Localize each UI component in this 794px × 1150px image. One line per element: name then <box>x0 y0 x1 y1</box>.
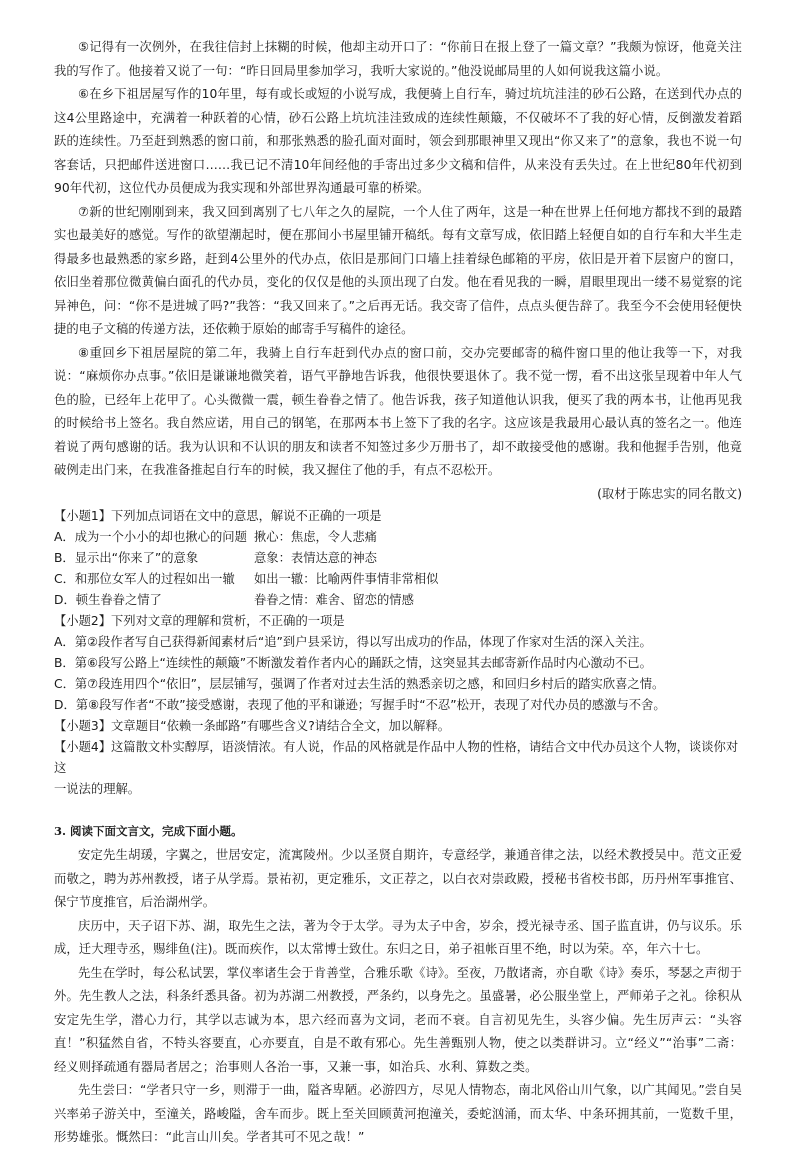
option-note: 眷眷之情：难舍、留恋的情感 <box>254 593 414 607</box>
question-2 <box>54 611 742 716</box>
document-page <box>54 36 742 1150</box>
option-phrase: C．和那位女军人的过程如出一辙 <box>54 572 235 586</box>
question-1-option-c <box>54 569 742 590</box>
question-2-option-a: A．第②段作者写自己获得新闻素材后“追”到户县采访，得以写出成功的作品，体现了作家对生活的深入关注。 <box>54 635 652 649</box>
option-phrase: A．成为一个小小的却也揪心的问题 <box>54 530 247 544</box>
classical-paragraph-1: 安定先生胡瑗，字翼之，世居安定，流寓陵州。少以圣贤自期许，专意经学，兼通音律之法，以经术教授吴中。范文正爱而敬之，聘为苏州教授，诸子从学焉。景祐初，更定雅乐，文正荐之，以白衣对崇政殿，授秘书省校书郎，历丹州军事推官、保宁节度推官，后治湖州学。 <box>54 848 742 909</box>
option-phrase: B．显示出“你来了”的意象 <box>54 551 199 565</box>
passage-paragraph-7: ⑦新的世纪刚刚到来，我又回到离别了七八年之久的屋院，一个人住了两年，这是一种在世界上任何地方都找不到的最踏实也最美好的感觉。写作的欲望潮起时，便在那间小书屋里铺开稿纸。每有文章写成，依旧踏上轻便自如的自行车和大半生走得最多也最熟悉的家乡路，赶到4公里外的代办点，依旧是那间门口墙上挂着绿色邮箱的平房，依旧是开着下层窗户的窗口，依旧坐着那位微黄偏白面孔的代办员，变化的仅仅是他的头顶出现了白发。他在看见我的一瞬，眉眼里现出一缕不易觉察的诧异神色，问：“你不是进城了吗?”我答：“我又回来了。”之后再无话。我交寄了信件，点点头便告辞了。我至今不会使用轻便快捷的电子文稿的传递方法，还依赖于原始的邮寄手写稿件的途径。 <box>54 204 742 336</box>
question-1-option-b <box>54 548 742 569</box>
option-note: 如出一辙：比喻两件事情非常相似 <box>254 572 439 586</box>
option-note: 意象：表情达意的神态 <box>254 551 377 565</box>
question-2-option-b: B．第⑥段写公路上“连续性的颠簸”不断激发着作者内心的踊跃之情，这突显其去邮寄新作品时内心激动不已。 <box>54 656 652 670</box>
reading-passage <box>54 36 742 506</box>
question-1 <box>54 506 742 611</box>
question-2-stem: 【小题2】下列对文章的理解和赏析，不正确的一项是 <box>54 614 345 628</box>
classical-paragraph-2: 庆历中，天子诏下苏、湖，取先生之法，著为令于太学。寻为太子中舍，岁余，授光禄寺丞、国子监直讲，仍与议乐。乐成，迁大理寺丞，赐绯鱼(注)。既而疾作，以太常博士致仕。东归之日，弟子祖帐百里不绝，时以为荣。卒，年六十七。 <box>54 918 742 956</box>
classical-paragraph-3: 先生在学时，每公私试罢，掌仪率诸生会于肯善堂，合雅乐歌《诗》。至夜，乃散诸斋，亦自歌《诗》奏乐，琴瑟之声彻于外。先生教人之法，科条纤悉具备。初为苏湖二州教授，严条约，以身先之。虽盛暑，必公服坐堂上，严师弟子之礼。徐积从安定先生学，潜心力行，其学以志诚为本，思六经而喜为文词，老而不衰。自言初见先生，头容少偏。先生厉声云：“头容直！”积猛然自省，不特头容要直，心亦要直，自是不敢有邪心。先生善甄别人物，使之以类群讲习。立“经义”“治事”二斋：经义则择疏通有器局者居之；治事则人各治一事，又兼一事，如治兵、水利、算数之类。 <box>54 965 742 1074</box>
option-note: 揪心：焦虑，令人悲痛 <box>254 530 377 544</box>
section-3 <box>54 820 742 1150</box>
question-4-line-1: 【小题4】这篇散文朴实醇厚，语淡情浓。有人说，作品的风格就是作品中人物的性格，请结合文中代办员这个人物，谈谈你对这 <box>54 740 739 775</box>
question-4-line-2: 一说法的理解。 <box>54 782 141 796</box>
question-2-option-c: C．第⑦段连用四个“依旧”，层层铺写，强调了作者对过去生活的熟悉亲切之感，和回归乡村后的踏实欣喜之情。 <box>54 677 665 691</box>
option-phrase: D．顿生眷眷之情了 <box>54 593 162 607</box>
passage-source: (取材于陈忠实的同名散文) <box>597 486 742 501</box>
question-1-stem: 【小题1】下列加点词语在文中的意思，解说不正确的一项是 <box>54 509 382 523</box>
question-3-stem: 【小题3】文章题目“依赖一条邮路”有哪些含义?请结合全文，加以解释。 <box>54 719 450 733</box>
passage-paragraph-8: ⑧重回乡下祖居屋院的第二年，我骑上自行车赶到代办点的窗口前，交办完要邮寄的稿件窗口里的他让我等一下，对我说：“麻烦你办点事。”依旧是谦谦地微笑着，语气平静地告诉我，他很快要退休了。我不觉一愣，看不出这张呈现着中年人气色的脸，已经年上花甲了。心头微微一震，顿生眷眷之情了。他告诉我，孩子知道他认识我，便买了我的两本书，让他再见我的时候给书上签名。我自然应诺，用自己的钢笔，在那两本书上签下了我的名字。这应该是我最用心最认真的签名之一。他连着说了两句感谢的话。我为认识和不认识的朋友和读者不知签过多少万册书了，却不敢接受他的感谢。我和他握手告别，他竟破例走出门来，在我准备推起自行车的时候，我又握住了他的手，有点不忍松开。 <box>54 345 742 477</box>
classical-paragraph-4: 先生尝曰：“学者只守一乡，则滞于一曲，隘吝卑陋。必游四方，尽见人情物态，南北风俗山川气象，以广其闻见。”尝自吴兴率弟子游关中，至潼关，路峻隘，舍车而步。既上至关回顾黄河抱潼关，委蛇汹涌，而太华、中条环拥其前，一览数千里，形势雄张。慨然曰：“此言山川矣。学者其可不见之哉！” <box>54 1083 742 1144</box>
section-3-title: 3. 阅读下面文言文，完成下面小题。 <box>54 824 243 838</box>
question-2-option-d: D．第⑧段写作者“不敢”接受感谢，表现了他的平和谦逊；写握手时“不忍”松开，表现了对代办员的感激与不舍。 <box>54 698 666 712</box>
question-4 <box>54 737 742 800</box>
question-1-option-d <box>54 590 742 611</box>
question-1-option-a <box>54 527 742 548</box>
passage-paragraph-6: ⑥在乡下祖居屋写作的10年里，每有或长或短的小说写成，我便骑上自行车，骑过坑坑洼洼的砂石公路，在送到代办点的这4公里路途中，充满着一种跃着的心情，砂石公路上坑坑洼洼致成的连续性颠簸，不仅破坏不了我的好心情，反倒激发着蹈跃的连续性。乃至赶到熟悉的窗口前，和那张熟悉的脸孔面对面时，领会到那眼神里又现出“你又来了”的意象，我也不说一句客套话，只把邮件送进窗口……我已记不清10年间经他的手寄出过多少文稿和信件，从来没有丢失过。在上世纪80年代初到90年代初，这位代办员便成为我实现和外部世界沟通最可靠的桥梁。 <box>54 87 742 195</box>
passage-paragraph-5: ⑤记得有一次例外，在我往信封上抹糊的时候，他却主动开口了：“你前日在报上登了一篇文章？”我颇为惊讶，他竟关注我的写作了。他接着又说了一句：“昨日回局里参加学习，我听大家说的。”他没说邮局里的人如何说我这篇小说。 <box>54 40 742 78</box>
